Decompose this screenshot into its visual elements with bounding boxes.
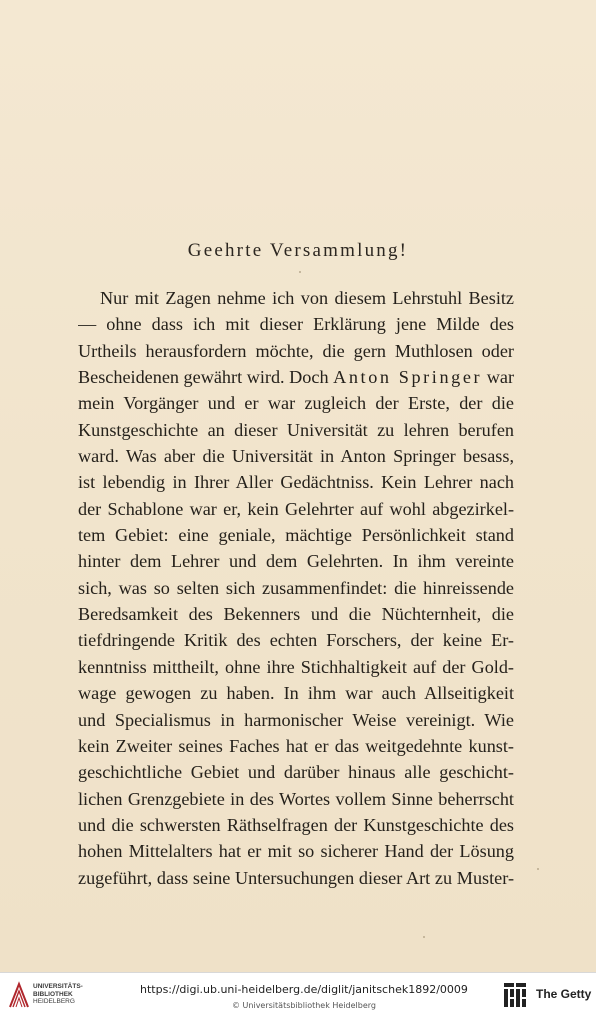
text-line: und die schwersten Räthselfragen der Kunstgeschichte des xyxy=(78,814,514,835)
text-line: Beredsamkeit des Bekenners und die Nüchternheit, die xyxy=(78,604,514,625)
text-line: sich, was so selten sich zusammenfindet: die hinreissende xyxy=(78,577,514,598)
copyright-notice: © Universitätsbibliothek Heidelberg xyxy=(232,1001,377,1010)
text-line: — ohne dass ich mit dieser Erklärung jene Milde des xyxy=(78,314,514,335)
paper-speck xyxy=(299,271,301,273)
library-name-line: UNIVERSITÄTS- xyxy=(33,983,83,990)
text-fragment: war xyxy=(486,367,514,388)
getty-logo-icon xyxy=(503,982,527,1008)
text-line-with-name xyxy=(78,364,514,390)
text-line: hinter dem Lehrer und dem Gelehrten. In ihm vereinte xyxy=(78,551,514,572)
text-fragment: Bescheidenen gewährt wird. Doch xyxy=(78,367,329,388)
text-line: kenntniss mittheilt, ohne ihre Stichhaltigkeit auf der Gold- xyxy=(78,656,514,677)
viewer-footer xyxy=(0,972,596,1018)
paper-speck xyxy=(423,936,425,938)
text-line: und Specialismus in harmonischer Weise vereinigt. Wie xyxy=(78,709,514,730)
text-line: Kunstgeschichte an dieser Universität zu lehren berufen xyxy=(78,419,514,440)
text-line: ward. Was aber die Universität in Anton Springer besass, xyxy=(78,446,514,467)
text-line: kein Zweiter seines Faches hat er das weitgedehnte kunst- xyxy=(78,735,514,756)
text-line: geschichtliche Gebiet und darüber hinaus alle geschicht- xyxy=(78,762,514,783)
text-line: Urtheils herausfordern möchte, die gern Muthlosen oder xyxy=(78,340,514,361)
library-name-line: HEIDELBERG xyxy=(33,998,75,1005)
text-line: Nur mit Zagen nehme ich von diesem Lehrstuhl Besitz xyxy=(100,288,514,308)
text-line: ist lebendig in Ihrer Aller Gedächtniss. Kein Lehrer nach xyxy=(78,472,514,493)
text-line: mein Vorgänger und er war zugleich der Erste, der die xyxy=(78,393,514,414)
page-heading: Geehrte Versammlung! xyxy=(187,240,409,261)
text-line: tem Gebiet: eine geniale, mächtige Persönlichkeit stand xyxy=(78,525,514,546)
permalink-url[interactable]: https://digi.ub.uni-heidelberg.de/diglit/janitschek1892/0009 xyxy=(140,983,468,996)
text-line: tiefdringende Kritik des echten Forschers, der keine Er- xyxy=(78,630,514,651)
text-line: hohen Mittelalters hat er mit so sicherer Hand der Lösung xyxy=(78,841,514,862)
text-line: lichen Grenzgebiete in des Wortes vollem Sinne beherrscht xyxy=(78,788,514,809)
paper-speck xyxy=(537,868,539,870)
partner-name: The Getty xyxy=(536,987,592,1001)
university-library-logo-icon xyxy=(8,981,30,1009)
text-line: der Schablone war er, kein Gelehrter auf wohl abgezirkel- xyxy=(78,498,514,519)
text-line: wage gewogen zu haben. In ihm war auch Allseitigkeit xyxy=(78,683,514,704)
library-name xyxy=(33,983,83,1006)
body-text xyxy=(78,285,514,891)
text-line: zugeführt, dass seine Untersuchungen dieser Art zu Muster- xyxy=(78,867,514,888)
library-name-line: BIBLIOTHEK xyxy=(33,990,73,998)
spaced-name: Anton Springer xyxy=(333,367,483,388)
